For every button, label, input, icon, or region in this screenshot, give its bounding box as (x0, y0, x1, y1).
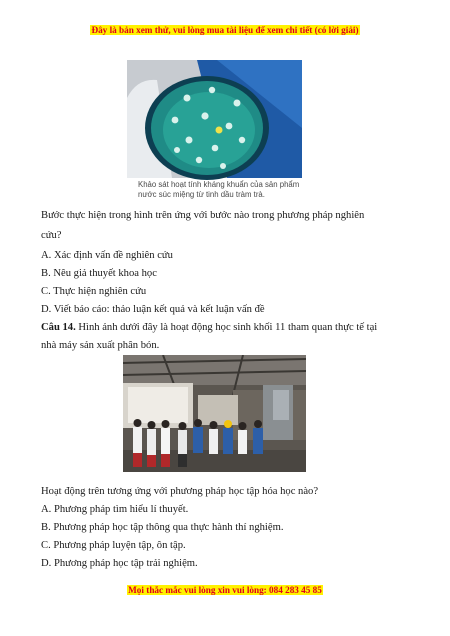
q13-stem-line2: cứu? (41, 230, 62, 241)
q14-stem-line1: Câu 14. Hình ảnh dưới đây là hoạt động học sinh khối 11 tham quan thực tế tại (41, 322, 378, 333)
q13-stem-line1: Bước thực hiện trong hình trên ứng với bước nào trong phương pháp nghiên (41, 210, 365, 221)
q14-label: Câu 14. (41, 322, 76, 333)
factory-visit-photo (123, 355, 306, 472)
q13-option-d: D. Viết báo cáo: thảo luận kết quả và kết luận vấn đề (41, 304, 265, 315)
petri-dish-photo (127, 58, 302, 200)
q14-stem-line2: nhà máy sản xuất phân bón. (41, 340, 160, 351)
q14-option-a: A. Phương pháp tìm hiểu lí thuyết. (41, 504, 189, 515)
contact-banner: Mọi thắc mắc vui lòng xin vui lòng: 084 283 45 85 (128, 585, 322, 595)
q14-option-d: D. Phương pháp học tập trải nghiệm. (41, 558, 198, 569)
q14-option-b: B. Phương pháp học tập thông qua thực hành thí nghiệm. (41, 522, 284, 533)
preview-banner: Đây là bản xem thử, vui lòng mua tài liệu để xem chi tiết (có lời giải) (91, 25, 359, 35)
q13-option-c: C. Thực hiện nghiên cứu (41, 286, 147, 297)
q13-option-b: B. Nêu giả thuyết khoa học (41, 268, 157, 279)
figure1-caption: Khảo sát hoạt tính kháng khuẩn của sản phẩm nước súc miệng từ tinh dầu tràm trà. (138, 180, 300, 199)
q13-option-a: A. Xác định vấn đề nghiên cứu (41, 250, 173, 261)
q14-prompt: Hoạt động trên tương ứng với phương pháp học tập hóa học nào? (41, 486, 319, 497)
q14-option-c: C. Phương pháp luyện tập, ôn tập. (41, 540, 186, 551)
